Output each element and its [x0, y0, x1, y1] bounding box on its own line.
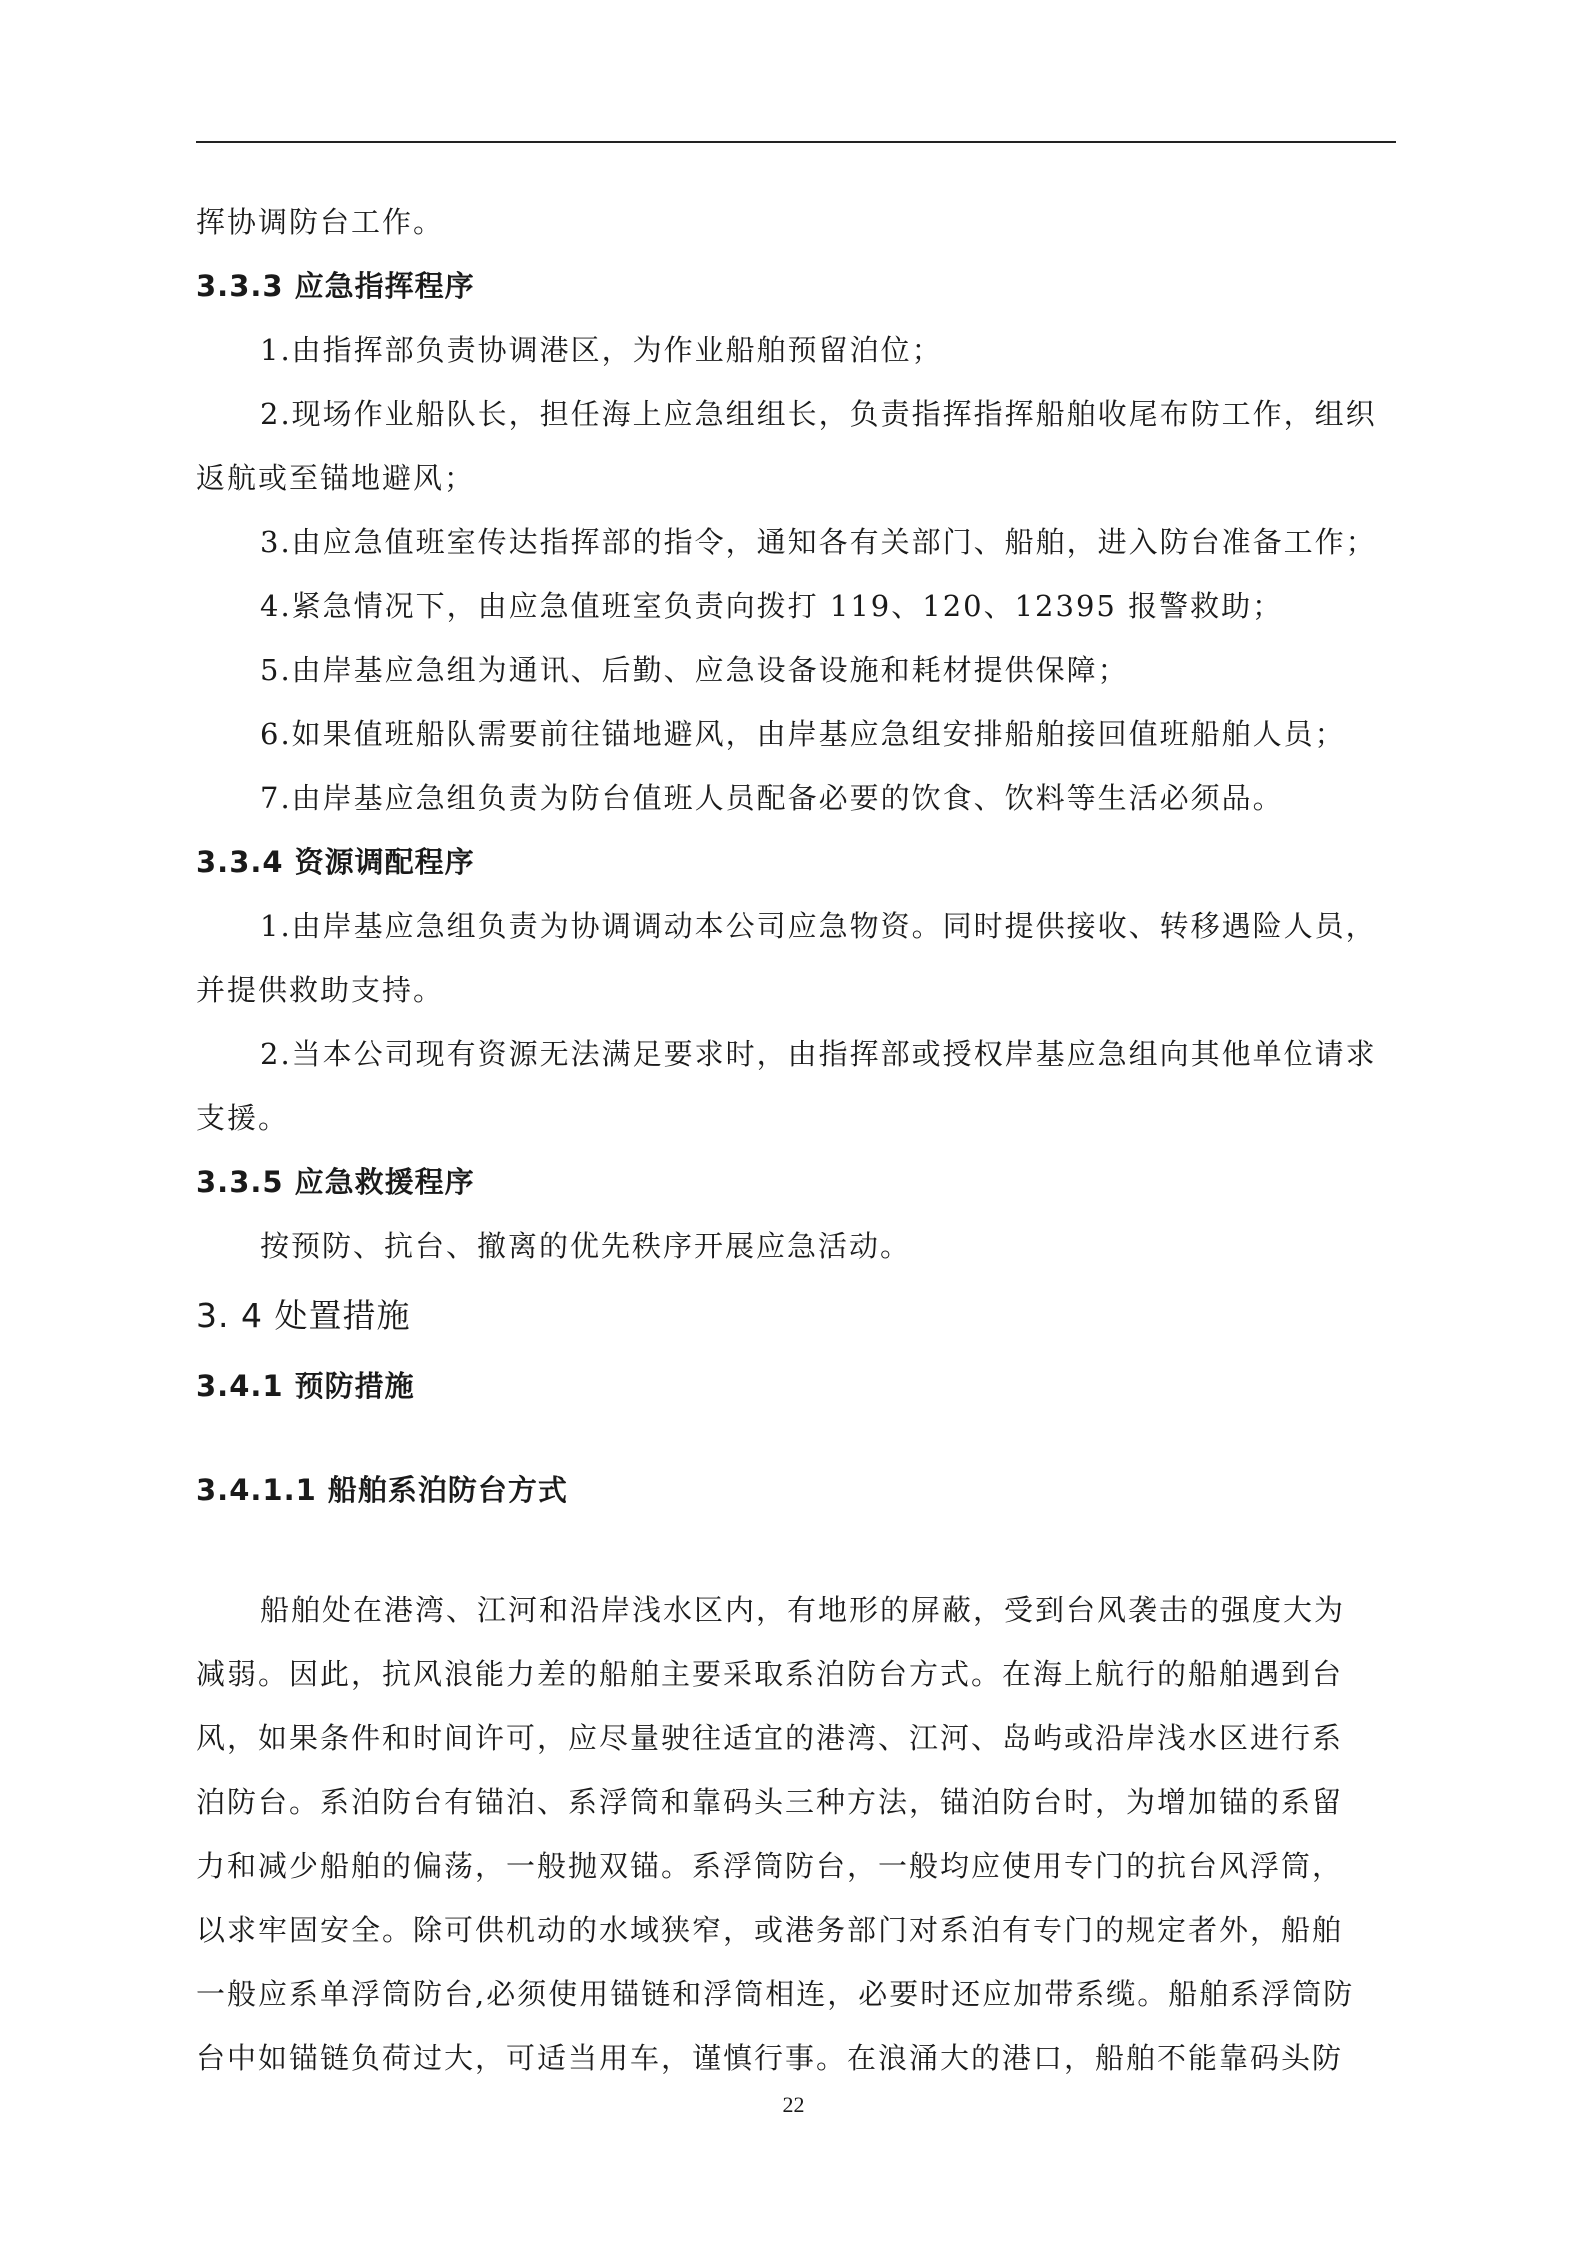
paragraph-line: 以求牢固安全。除可供机动的水域狭窄，或港务部门对系泊有专门的规定者外，船舶: [196, 1913, 1344, 1947]
list-item: 5.由岸基应急组为通讯、后勤、应急设备设施和耗材提供保障；: [260, 653, 1129, 687]
list-item: 2.现场作业船队长，担任海上应急组组长，负责指挥指挥船舶收尾布防工作，组织: [260, 397, 1377, 431]
list-item-continuation: 并提供救助支持。: [196, 973, 445, 1007]
list-item: 按预防、抗台、撤离的优先秩序开展应急活动。: [260, 1229, 912, 1263]
list-item: 6.如果值班船队需要前往锚地避风，由岸基应急组安排船舶接回值班船舶人员；: [260, 717, 1346, 751]
paragraph-line: 一般应系单浮筒防台,必须使用锚链和浮筒相连，必要时还应加带系缆。船舶系浮筒防: [196, 1977, 1355, 2011]
document-body: [196, 190, 1396, 2090]
paragraph-line: 力和减少船舶的偏荡，一般抛双锚。系浮筒防台，一般均应使用专门的抗台风浮筒，: [196, 1849, 1344, 1883]
continuation-line: 挥协调防台工作。: [196, 205, 445, 239]
list-item-continuation: 返航或至锚地避风；: [196, 461, 476, 495]
section-heading-3-3-4: 3.3.4 资源调配程序: [196, 845, 475, 879]
section-heading-3-3-5: 3.3.5 应急救援程序: [196, 1165, 475, 1199]
spacer: [196, 1522, 1396, 1578]
list-item: 1.由指挥部负责协调港区，为作业船舶预留泊位；: [260, 333, 943, 367]
section-heading-3-4: 3. 4 处置措施: [196, 1296, 411, 1335]
list-item-continuation: 支援。: [196, 1101, 290, 1135]
list-item: 4.紧急情况下，由应急值班室负责向拨打 119、120、12395 报警救助；: [260, 589, 1284, 623]
page-number: 22: [782, 2092, 805, 2117]
paragraph-line: 风，如果条件和时间许可，应尽量驶往适宜的港湾、江河、岛屿或沿岸浅水区进行系: [196, 1721, 1344, 1755]
list-item: 2.当本公司现有资源无法满足要求时，由指挥部或授权岸基应急组向其他单位请求: [260, 1037, 1377, 1071]
paragraph-line: 船舶处在港湾、江河和沿岸浅水区内，有地形的屏蔽，受到台风袭击的强度大为: [260, 1593, 1346, 1627]
section-heading-3-3-3: 3.3.3 应急指挥程序: [196, 269, 475, 303]
spacer: [196, 1418, 1396, 1458]
list-item: 7.由岸基应急组负责为防台值班人员配备必要的饮食、饮料等生活必须品。: [260, 781, 1284, 815]
header-rule: [196, 141, 1396, 143]
paragraph-line: 减弱。因此，抗风浪能力差的船舶主要采取系泊防台方式。在海上航行的船舶遇到台: [196, 1657, 1344, 1691]
paragraph-line: 泊防台。系泊防台有锚泊、系浮筒和靠码头三种方法，锚泊防台时，为增加锚的系留: [196, 1785, 1344, 1819]
list-item: 3.由应急值班室传达指挥部的指令，通知各有关部门、船舶，进入防台准备工作；: [260, 525, 1377, 559]
section-heading-3-4-1: 3.4.1 预防措施: [196, 1369, 415, 1403]
list-item: 1.由岸基应急组负责为协调调动本公司应急物资。同时提供接收、转移遇险人员，: [260, 909, 1377, 943]
paragraph-line: 台中如锚链负荷过大，可适当用车，谨慎行事。在浪涌大的港口，船舶不能靠码头防: [196, 2041, 1344, 2075]
section-heading-3-4-1-1: 3.4.1.1 船舶系泊防台方式: [196, 1473, 568, 1507]
